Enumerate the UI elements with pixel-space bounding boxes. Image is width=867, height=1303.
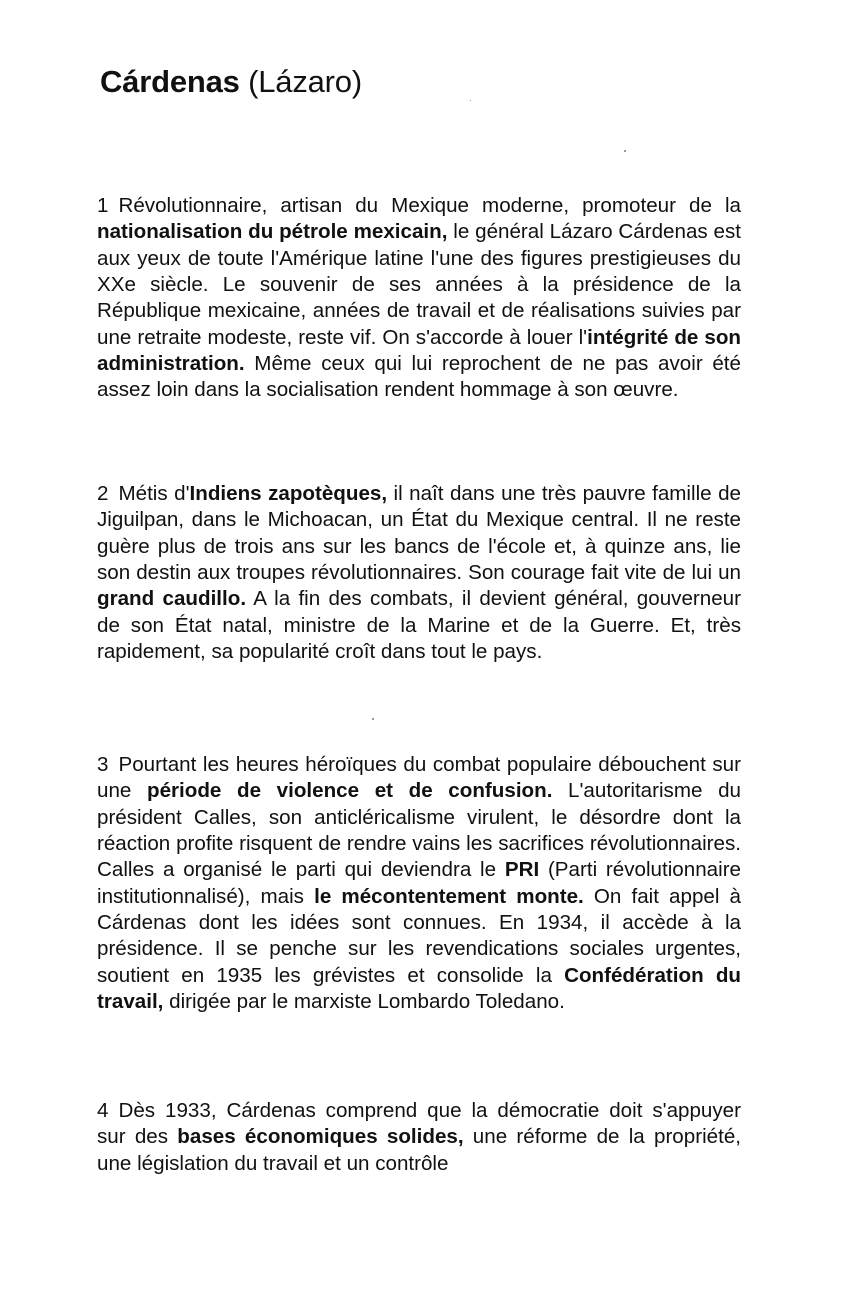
paragraph-text: Pourtant les heures héroïques du combat populaire débouchent sur une <box>97 753 741 803</box>
paragraph-number: 4 <box>97 1099 109 1122</box>
bold-key-phrase: période de violence et de confusion. <box>147 779 553 803</box>
paragraph-text: A la fin des combats, il devient général, gouverneur de son État natal, ministre de la Marine et de la Guerre. Et, très rapidement, sa popularité croît dans tout le pays. <box>97 587 741 664</box>
paper-speck <box>372 718 374 720</box>
paragraph-text: Même ceux qui lui reprochent de ne pas avoir été assez loin dans la socialisation rendent hommage à son œuvre. <box>97 352 741 402</box>
paragraph-3 <box>97 752 741 1015</box>
bold-key-phrase: Indiens zapotèques, <box>189 482 388 505</box>
paragraph-text: Dès 1933, Cárdenas comprend que la démocratie doit s'appuyer sur des <box>97 1099 741 1149</box>
paragraph-number: 3 <box>97 753 109 776</box>
paragraph-text: L'autoritarisme du président Calles, son anticléricalisme virulent, le désordre dont la réaction profite risquent de rendre vains les sacrifices révolutionnaires. Calles a organisé le parti qui deviendra le <box>97 779 741 882</box>
title-surname: Cárdenas <box>100 64 240 99</box>
paper-speck <box>470 100 471 101</box>
paragraph-number: 2 <box>97 482 109 505</box>
bold-key-phrase: grand caudillo. <box>97 587 247 611</box>
paper-speck <box>624 150 626 152</box>
bold-key-phrase: intégrité de son administration. <box>97 325 742 376</box>
bold-key-phrase: PRI <box>504 858 540 882</box>
page-title <box>100 62 362 102</box>
paragraph-4 <box>97 1098 741 1177</box>
paragraph-text: Métis d' <box>118 482 190 505</box>
paragraph-text: dirigée par le marxiste Lombardo Toledano. <box>163 990 565 1014</box>
paragraph-number: 1 <box>97 194 109 217</box>
paragraph-text: Révolutionnaire, artisan du Mexique moderne, promoteur de la <box>118 194 741 217</box>
paragraph-1 <box>97 193 741 404</box>
paragraph-2 <box>97 481 741 665</box>
paragraph-text: il naît dans une très pauvre famille de Jiguilpan, dans le Michoacan, un État du Mexique central. Il ne reste guère plus de trois ans sur les bancs de l'école et, à quinze ans, lie son destin aux troupes révolutionnaires. Son courage fait vite de lui un <box>97 482 741 585</box>
bold-key-phrase: bases économiques solides, <box>177 1125 464 1149</box>
bold-key-phrase: Confédération du travail, <box>97 963 741 1014</box>
paragraph-text: le général Lázaro Cárdenas est aux yeux de toute l'Amérique latine l'une des figures prestigieuses du XXe siècle. Le souvenir de ses années à la présidence de la République mexicaine, années de travail et de réalisations suivies par une retraite modeste, reste vif. On s'accorde à louer l' <box>97 220 741 349</box>
title-given-name: (Lázaro) <box>248 64 362 99</box>
bold-key-phrase: nationalisation du pétrole mexicain, <box>97 220 448 244</box>
paragraph-text: (Parti révolutionnaire institutionnalisé), mais <box>97 858 742 908</box>
paragraph-text: une réforme de la propriété, une législation du travail et un contrôle <box>97 1125 741 1175</box>
bold-key-phrase: le mécontentement monte. <box>314 884 584 908</box>
paragraph-text: On fait appel à Cárdenas dont les idées sont connues. En 1934, il accède à la présidence. Il se penche sur les revendications sociales urgentes, soutient en 1935 les grévistes et consolide la <box>97 884 742 987</box>
